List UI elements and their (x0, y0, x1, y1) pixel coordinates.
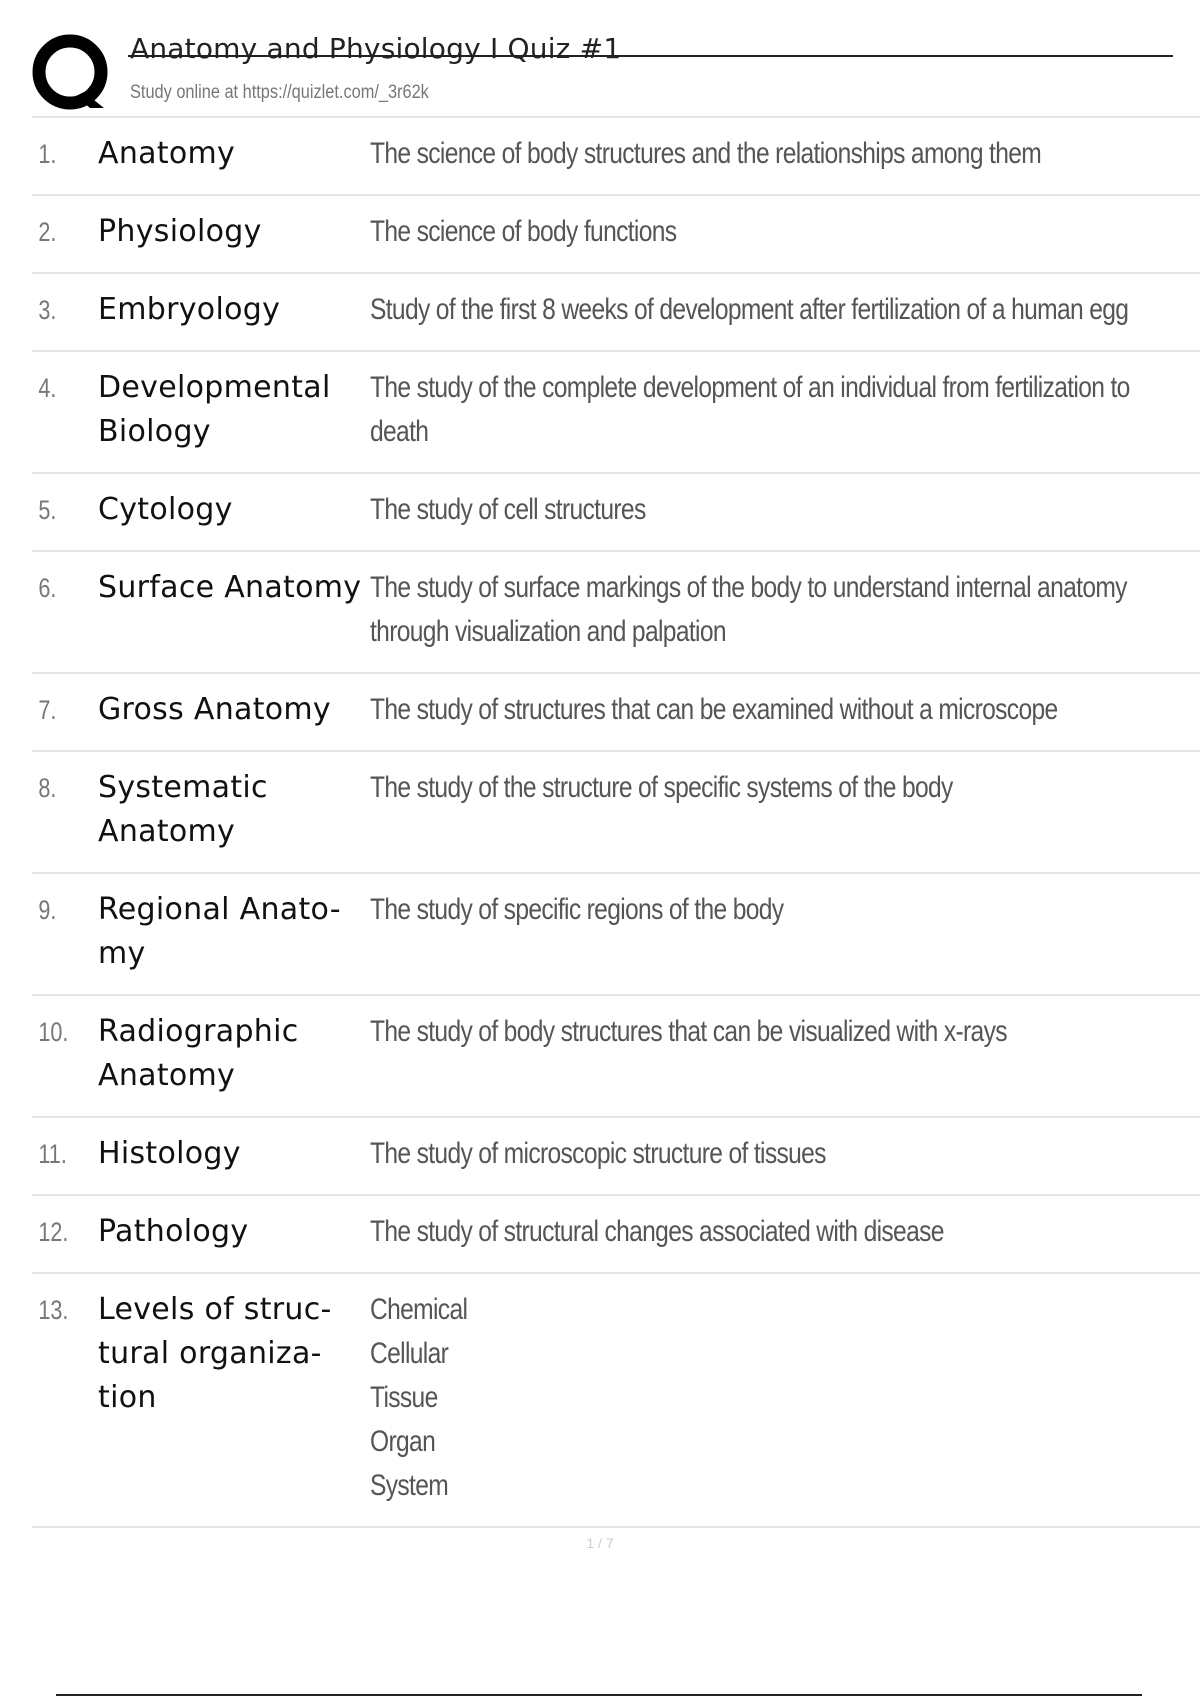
page-header (32, 30, 1142, 120)
definition (370, 366, 1200, 454)
term: Pathology (98, 1214, 249, 1249)
definition-line: The study of cell structures (370, 493, 646, 526)
term: Regional Anato-my (98, 892, 341, 971)
page-title: Anatomy and Physiology I Quiz #1 (130, 32, 622, 65)
row-number: 1. (38, 139, 57, 169)
flashcard-row (32, 1274, 1200, 1528)
quizlet-q-logo-icon (32, 34, 112, 114)
flashcard-row (32, 352, 1200, 474)
definition-line: Organ (370, 1425, 436, 1458)
bottom-rule (56, 1694, 1142, 1696)
row-number: 5. (38, 495, 57, 525)
term: Gross Anatomy (98, 692, 331, 727)
term: Histology (98, 1136, 241, 1171)
term: Developmental Biology (98, 370, 331, 449)
definition-line: Cellular (370, 1337, 449, 1370)
definition-line: Study of the first 8 weeks of development after fertilization of a human egg (370, 293, 1129, 326)
definition (370, 566, 1200, 654)
definition-line: The study of body structures that can be visualized with x-rays (370, 1015, 1007, 1048)
definition (370, 1288, 1200, 1508)
row-number: 6. (38, 573, 57, 603)
term: Anatomy (98, 136, 236, 171)
flashcard-row (32, 1196, 1200, 1274)
term: Surface Anatomy (98, 570, 362, 605)
row-number: 9. (38, 895, 57, 925)
row-number: 4. (38, 373, 57, 403)
definition-line: The study of surface markings of the body to understand internal anatomy through visualization and palpation (370, 571, 1127, 648)
row-number: 8. (38, 773, 57, 803)
definition-line: The study of structures that can be examined without a microscope (370, 693, 1058, 726)
row-number: 12. (38, 1217, 69, 1247)
flashcard-row (32, 118, 1200, 196)
term: Physiology (98, 214, 262, 249)
flashcard-row (32, 274, 1200, 352)
definition-line: System (370, 1469, 449, 1502)
definition (370, 1010, 1200, 1054)
definition-line: Chemical (370, 1293, 468, 1326)
row-number: 13. (38, 1295, 69, 1325)
definition-line: Tissue (370, 1381, 438, 1414)
flashcard-row (32, 196, 1200, 274)
definition (370, 288, 1200, 332)
definition-line: The study of the structure of specific systems of the body (370, 771, 953, 804)
definition-line: The study of specific regions of the body (370, 893, 784, 926)
flashcard-row (32, 474, 1200, 552)
term: Levels of struc-tural organiza-tion (98, 1292, 332, 1415)
flashcard-row (32, 552, 1200, 674)
row-number: 7. (38, 695, 57, 725)
flashcard-row (32, 996, 1200, 1118)
flashcard-row (32, 674, 1200, 752)
row-number: 3. (38, 295, 57, 325)
definition-line: The study of structural changes associated with disease (370, 1215, 944, 1248)
definition (370, 1132, 1200, 1176)
definition (370, 132, 1200, 176)
definition-line: The study of the complete development of an individual from fertilization to death (370, 371, 1130, 448)
row-number: 11. (38, 1139, 67, 1169)
definition (370, 688, 1200, 732)
study-online-link[interactable]: Study online at https://quizlet.com/_3r62k (130, 82, 429, 103)
definition (370, 888, 1200, 932)
definition-line: The science of body structures and the relationships among them (370, 137, 1042, 170)
row-number: 10. (38, 1017, 69, 1047)
term: Radiographic Anatomy (98, 1014, 299, 1093)
row-number: 2. (38, 217, 57, 247)
flashcard-row (32, 752, 1200, 874)
definition (370, 210, 1200, 254)
term: Embryology (98, 292, 281, 327)
definition (370, 766, 1200, 810)
flashcard-row (32, 874, 1200, 996)
definition-line: The study of microscopic structure of tissues (370, 1137, 826, 1170)
page-number: 1 / 7 (586, 1535, 614, 1551)
term: Systematic Anatomy (98, 770, 268, 849)
term: Cytology (98, 492, 233, 527)
definition (370, 1210, 1200, 1254)
definition-line: The science of body functions (370, 215, 677, 248)
definition (370, 488, 1200, 532)
flashcard-table (32, 116, 1200, 1528)
flashcard-row (32, 1118, 1200, 1196)
